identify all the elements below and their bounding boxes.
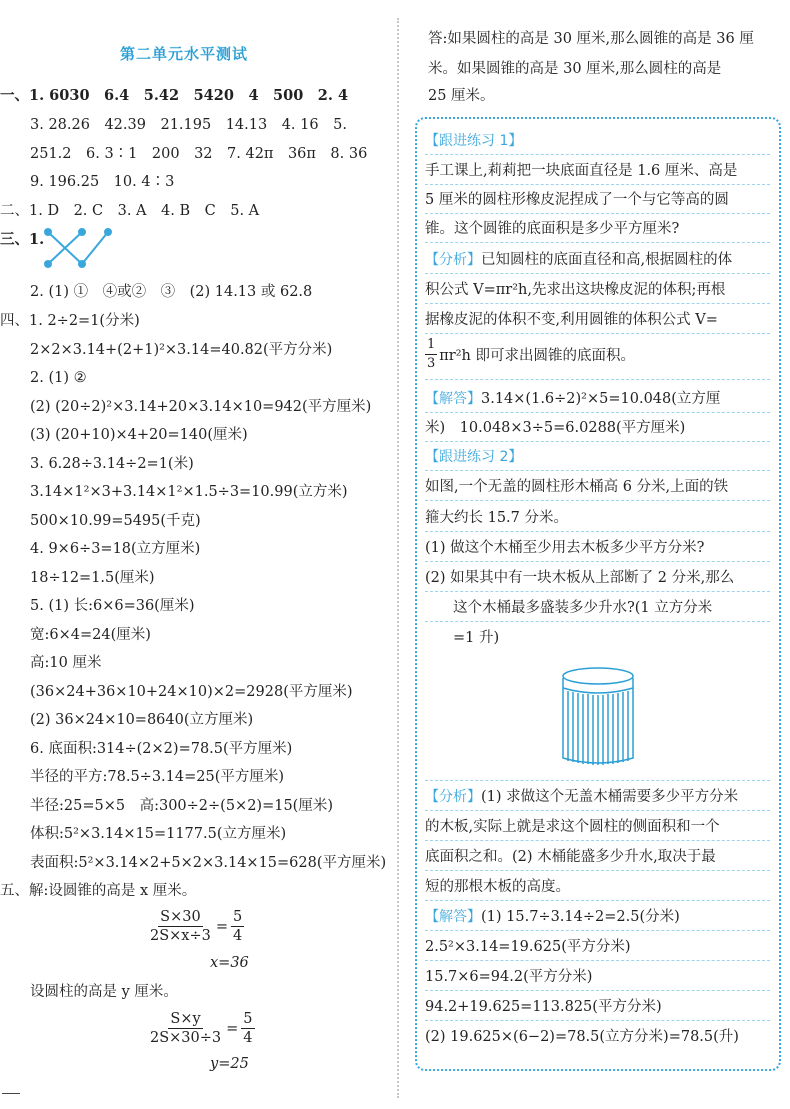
match-dot — [79, 229, 85, 235]
fraction-numerator: S×y — [170, 1011, 201, 1027]
answer-line: (36×24+36×10+24×10)×2=2928(平方厘米) — [30, 684, 353, 700]
answer-line: 一、1. 6030 6.4 5.42 5420 4 500 2. 4 — [0, 87, 349, 104]
answer-line: 三、1. — [0, 231, 45, 248]
ruled-line — [425, 303, 770, 305]
fraction-numerator: 1 — [425, 336, 437, 355]
answer-line: 高:10 厘米 — [30, 655, 102, 671]
analysis-tag: 【分析】 — [425, 789, 481, 805]
analysis-line: 积公式 V=πr²h,先求出这块橡皮泥的体积;再根 — [425, 282, 726, 298]
match-line — [82, 232, 108, 264]
analysis-tag: 【分析】 — [425, 252, 481, 268]
answer-line: y=25 — [210, 1056, 249, 1072]
problem-line: 这个木桶最多盛装多少升水?(1 立方分米 — [453, 600, 713, 616]
answer-line: 5. (1) 长:6×6=36(厘米) — [30, 598, 195, 614]
practice-tag: 【跟进练习 2】 — [425, 449, 523, 465]
answer-line: 25 厘米。 — [428, 88, 495, 104]
answer-line: 9. 196.25 10. 4∶3 — [30, 174, 175, 190]
match-dot — [45, 229, 51, 235]
problem-line: 5 厘米的圆柱形橡皮泥捏成了一个与它等高的圆 — [425, 192, 729, 208]
column-divider — [397, 18, 399, 1098]
ruled-line — [425, 621, 770, 623]
barrel-icon — [558, 664, 638, 770]
equation-fraction — [148, 908, 244, 945]
answer-line: 3. 28.26 42.39 21.195 14.13 4. 16 5. — [30, 117, 347, 133]
formula-line — [425, 336, 635, 373]
ruled-line — [425, 930, 770, 932]
answer-line: 3.14×1²×3+3.14×1²×1.5÷3=10.99(立方米) — [30, 484, 348, 500]
ruled-line — [425, 213, 770, 215]
fraction-numerator: 5 — [233, 909, 243, 925]
solution-line — [425, 389, 720, 409]
analysis-text: πr²h 即可求出圆锥的底面积。 — [439, 348, 636, 364]
equals-sign: = — [226, 1020, 239, 1037]
page-title: 第二单元水平测试 — [120, 45, 249, 63]
bottom-rule — [2, 1093, 20, 1094]
ruled-line — [425, 441, 770, 443]
matching-lines-icon — [40, 224, 116, 274]
ruled-line — [425, 561, 770, 563]
analysis-line — [425, 250, 732, 270]
problem-line: 如图,一个无盖的圆柱形木桶高 6 分米,上面的铁 — [425, 479, 729, 495]
answer-line: 半径的平方:78.5÷3.14=25(平方厘米) — [30, 769, 285, 785]
answer-line: 米。如果圆锥的高是 30 厘米,那么圆柱的高是 — [428, 61, 722, 77]
fraction-denominator: 3 — [427, 356, 436, 371]
solution-line: (2) 19.625×(6−2)=78.5(立方分米)=78.5(升) — [425, 1029, 739, 1045]
solution-line: 15.7×6=94.2(平方分米) — [425, 969, 593, 985]
analysis-text: 已知圆柱的底面直径和高,根据圆柱的体 — [481, 252, 733, 268]
answer-line: 五、解:设圆锥的高是 x 厘米。 — [0, 883, 197, 899]
ruled-line — [425, 1020, 770, 1022]
fraction-denominator: 4 — [243, 1030, 253, 1046]
ruled-line — [425, 780, 770, 782]
ruled-line — [425, 242, 770, 244]
ruled-line — [425, 500, 770, 502]
answer-line: 宽:6×4=24(厘米) — [30, 627, 151, 643]
fraction-denominator: 2S×x÷3 — [150, 928, 211, 944]
practice-tag: 【跟进练习 1】 — [425, 133, 523, 149]
solution-line: 2.5²×3.14=19.625(平方分米) — [425, 939, 631, 955]
problem-line: 锥。这个圆锥的底面积是多少平方厘米? — [425, 221, 680, 237]
analysis-line: 的木板,实际上就是求这个圆柱的侧面积和一个 — [425, 819, 720, 835]
answer-line: (2) (20÷2)²×3.14+20×3.14×10=942(平方厘米) — [30, 399, 372, 415]
solution-line: 米) 10.048×3÷5=6.0288(平方厘米) — [425, 420, 686, 436]
problem-line: 箍大约长 15.7 分米。 — [425, 510, 569, 526]
answer-line: 表面积:5²×3.14×2+5×2×3.14×15=628(平方厘米) — [30, 855, 387, 871]
answer-line: x=36 — [210, 955, 249, 971]
answer-line: 答:如果圆柱的高是 30 厘米,那么圆锥的高是 36 厘 — [428, 31, 754, 47]
ruled-line — [425, 470, 770, 472]
answer-line: 二、1. D 2. C 3. A 4. B C 5. A — [0, 203, 260, 219]
equals-sign: = — [215, 918, 229, 935]
answer-line: 半径:25=5×5 高:300÷2÷(5×2)=15(厘米) — [30, 798, 333, 814]
analysis-line: 据橡皮泥的体积不变,利用圆锥的体积公式 V= — [425, 312, 718, 328]
answer-line: 体积:5²×3.14×15=1177.5(立方厘米) — [30, 826, 287, 842]
answer-line: 设圆柱的高是 y 厘米。 — [30, 984, 178, 1000]
ruled-line — [425, 870, 770, 872]
problem-line: (2) 如果其中有一块木板从上部断了 2 分米,那么 — [425, 570, 735, 586]
ruled-line — [425, 412, 770, 414]
analysis-line — [425, 787, 738, 807]
solution-line — [425, 907, 680, 927]
fraction-denominator: 4 — [233, 928, 243, 944]
answer-line: 18÷12=1.5(厘米) — [30, 570, 155, 586]
ruled-line — [425, 273, 770, 275]
ruled-line — [425, 990, 770, 992]
ruled-line — [425, 900, 770, 902]
problem-line: =1 升) — [453, 630, 500, 646]
analysis-line: 短的那根木板的高度。 — [425, 879, 570, 895]
match-dot — [79, 261, 85, 267]
answer-line: 4. 9×6÷3=18(立方厘米) — [30, 541, 201, 557]
ruled-line — [425, 531, 770, 533]
ruled-line — [425, 154, 770, 156]
ruled-line — [425, 184, 770, 186]
equation-fraction — [148, 1010, 255, 1047]
answer-line: 251.2 6. 3∶1 200 32 7. 42π 36π 8. 36 — [30, 146, 368, 162]
answer-line: 6. 底面积:314÷(2×2)=78.5(平方厘米) — [30, 741, 293, 757]
match-dot — [105, 229, 111, 235]
problem-line: (1) 做这个木桶至少用去木板多少平方分米? — [425, 540, 705, 556]
solution-text: 3.14×(1.6÷2)²×5=10.048(立方厘 — [481, 391, 721, 407]
solution-tag: 【解答】 — [425, 391, 481, 407]
problem-line: 手工课上,莉莉把一块底面直径是 1.6 厘米、高是 — [425, 163, 738, 179]
ruled-line — [425, 840, 770, 842]
answer-line: 3. 6.28÷3.14÷2=1(米) — [30, 456, 194, 472]
fraction-denominator: 2S×30÷3 — [150, 1030, 222, 1046]
ruled-line — [425, 591, 770, 593]
answer-line: (2) 36×24×10=8640(立方厘米) — [30, 712, 254, 728]
ruled-line — [425, 960, 770, 962]
match-dot — [45, 261, 51, 267]
answer-line: 四、1. 2÷2=1(分米) — [0, 313, 140, 329]
ruled-line — [425, 333, 770, 335]
ruled-line — [425, 379, 770, 381]
answer-line: 2. (1) ② — [30, 370, 87, 386]
fraction-numerator: 5 — [243, 1011, 253, 1027]
answer-line: 500×10.99=5495(千克) — [30, 513, 201, 529]
answer-line: 2. (1) ① ④或② ③ (2) 14.13 或 62.8 — [30, 284, 313, 300]
solution-tag: 【解答】 — [425, 909, 481, 925]
answer-line: (3) (20+10)×4+20=140(厘米) — [30, 427, 248, 443]
answer-line: 2×2×3.14+(2+1)²×3.14=40.82(平方分米) — [30, 342, 333, 358]
analysis-line: 底面积之和。(2) 木桶能盛多少升水,取决于最 — [425, 849, 716, 865]
solution-line: 94.2+19.625=113.825(平方分米) — [425, 999, 662, 1015]
ruled-line — [425, 810, 770, 812]
solution-text: (1) 15.7÷3.14÷2=2.5(分米) — [481, 909, 680, 925]
analysis-text: (1) 求做这个无盖木桶需要多少平方分米 — [481, 789, 739, 805]
fraction-numerator: S×30 — [160, 909, 201, 925]
